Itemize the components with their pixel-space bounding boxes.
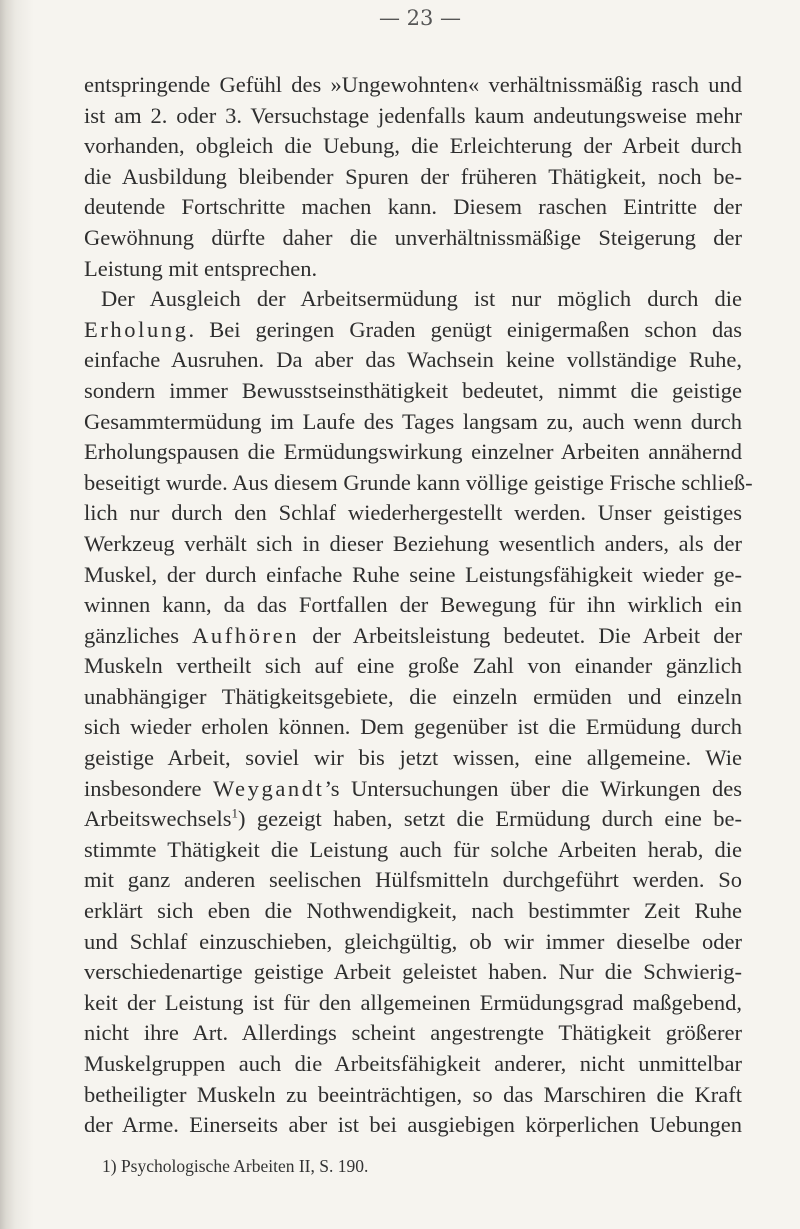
text-line: Der Ausgleich der Arbeitsermüdung ist nur möglich durch die [101,286,742,312]
text-line: Muskelgruppen auch die Arbeitsfähigkeit anderer, nicht unmittelbar [84,1051,742,1076]
text-run: gänzliches [84,622,193,648]
text-line: einfache Ausruhen. Da aber das Wachsein keine vollständige Ruhe, [84,347,742,373]
text-run: Arbeitswechsels [84,806,232,832]
text-line: verschiedenartige geistige Arbeit geleistet haben. Nur die Schwierig- [84,959,742,985]
text-line: deutende Fortschritte machen kann. Diesem raschen Eintritte der [84,194,742,220]
text-line [84,774,742,805]
text-line [84,315,742,346]
text-line [84,621,742,652]
text-line: Muskel, der durch einfache Ruhe seine Leistungsfähigkeit wieder ge- [84,561,742,587]
text-line: mit ganz anderen seelischen Hülfsmitteln durchgeführt werden. So [84,867,742,893]
text-run: . Bei geringen Graden genügt einigermaßen schon das [188,316,742,342]
text-run: ) gezeigt haben, setzt die Ermüdung durch eine be- [237,806,742,832]
text-line: Werkzeug verhält sich in dieser Beziehung wesentlich anders, als der [84,530,742,556]
text-line: unabhängiger Thätigkeitsgebiete, die einzeln ermüden und einzeln [84,683,742,709]
page-gutter-shadow [0,0,34,1229]
text-line: Leistung mit entsprechen. [84,255,318,281]
text-line: der Arme. Einerseits aber ist bei ausgiebigen körperlichen Uebungen [84,1112,742,1138]
text-line: Muskeln vertheilt sich auf eine große Zahl von einander gänzlich [84,653,742,679]
text-line: beseitigt wurde. Aus diesem Grunde kann völlige geistige Frische schließ- [84,469,753,495]
text-line [84,804,742,835]
text-line: lich nur durch den Schlaf wiederhergestellt werden. Unser geistiges [84,500,742,526]
text-line: sich wieder erholen können. Dem gegenüber ist die Ermüdung durch [84,714,742,740]
emphasis-spaced: Erholung [84,316,189,342]
text-line: erklärt sich eben die Nothwendigkeit, nach bestimmter Zeit Ruhe [84,898,742,924]
text-line: vorhanden, obgleich die Uebung, die Erleichterung der Arbeit durch [84,133,742,159]
text-line: entspringende Gefühl des »Ungewohnten« verhältnissmäßig rasch und [84,72,742,97]
text-line: stimmte Thätigkeit die Leistung auch für solche Arbeiten herab, die [84,836,742,862]
text-line: keit der Leistung ist für den allgemeinen Ermüdungsgrad maßgebend, [84,989,742,1015]
author-name-spaced: Weygandt [213,775,325,801]
text-run: ’s Untersuchungen über die Wirkungen des [324,775,743,801]
text-run: insbesondere [84,775,214,801]
text-line: winnen kann, da das Fortfallen der Bewegung für ihn wirklich ein [84,592,742,618]
text-line: Gesammtermüdung im Laufe des Tages langsam zu, auch wenn durch [84,408,742,434]
text-line: sondern immer Bewusstseinsthätigkeit bedeutet, nimmt die geistige [84,377,742,403]
emphasis-spaced: Aufhören [192,622,300,648]
text-line: betheiligter Muskeln zu beeinträchtigen, so das Marschiren die Kraft [84,1081,742,1107]
text-line: Erholungspausen die Ermüdungswirkung einzelner Arbeiten annähernd [84,439,742,465]
text-line: Gewöhnung dürfte daher die unverhältnissmäßige Steigerung der [84,224,742,250]
body-text [84,70,753,1141]
text-line: die Ausbildung bleibender Spuren der früheren Thätigkeit, noch be- [84,163,742,189]
text-line: nicht ihre Art. Allerdings scheint angestrengte Thätigkeit größerer [84,1020,742,1046]
page-number: — 23 — [378,6,462,30]
text-line: ist am 2. oder 3. Versuchstage jedenfalls kaum andeutungsweise mehr [84,102,742,128]
text-line: geistige Arbeit, soviel wir bis jetzt wissen, eine allgemeine. Wie [84,745,742,771]
footnote-reference[interactable]: 1 [231,805,238,821]
text-line: und Schlaf einzuschieben, gleichgültig, ob wir immer dieselbe oder [84,928,742,954]
footnote: 1) Psychologische Arbeiten II, S. 190. [102,1156,369,1176]
text-run: der Arbeitsleistung bedeutet. Die Arbeit der [299,622,742,648]
